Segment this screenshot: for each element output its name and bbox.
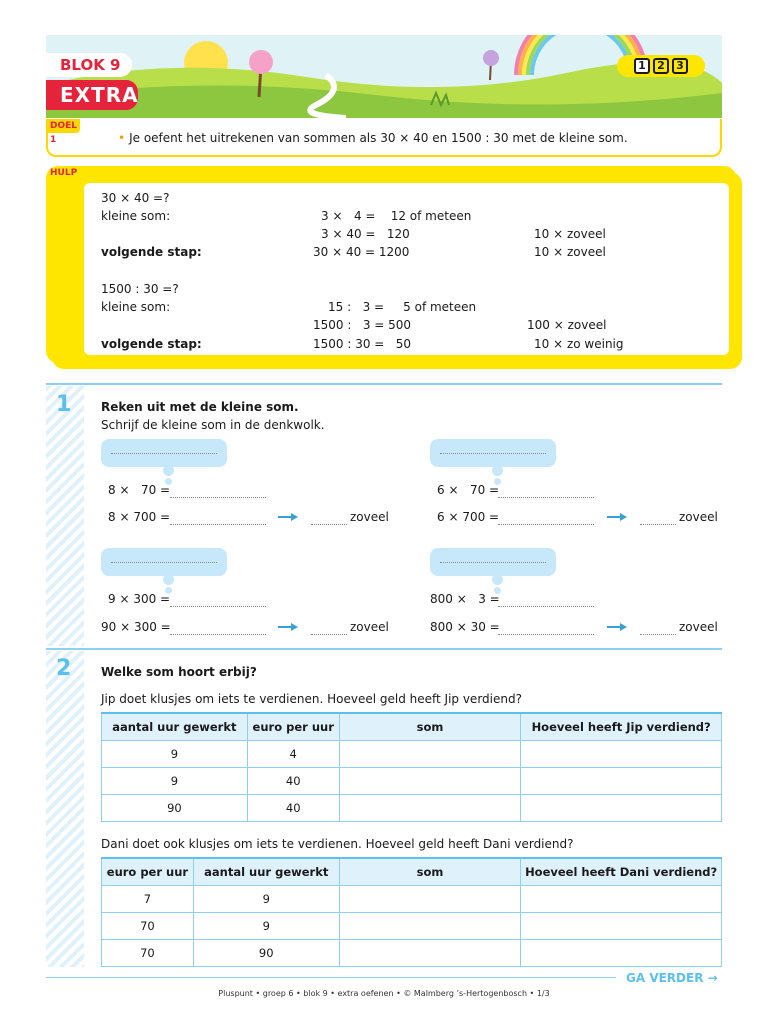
zoveel-label: zoveel bbox=[350, 510, 389, 524]
stripe-2 bbox=[46, 651, 84, 967]
thought-cloud[interactable] bbox=[101, 548, 227, 576]
blok-label: BLOK 9 bbox=[46, 53, 132, 77]
doel-text bbox=[118, 131, 628, 145]
table-row bbox=[102, 794, 722, 821]
som-input[interactable] bbox=[339, 885, 521, 912]
thought-cloud[interactable] bbox=[101, 439, 227, 467]
answer-input[interactable] bbox=[521, 939, 722, 966]
stripe-1 bbox=[46, 386, 84, 646]
col-header: aantal uur gewerkt bbox=[193, 858, 339, 885]
col-header: euro per uur bbox=[247, 713, 339, 740]
col-header: Hoeveel heeft Dani verdiend? bbox=[521, 858, 722, 885]
zoveel-label: zoveel bbox=[679, 510, 718, 524]
divider-2 bbox=[46, 648, 722, 650]
exercise-number-1: 1 bbox=[56, 392, 72, 417]
answer-field[interactable] bbox=[170, 597, 266, 607]
exercise-1-title: Reken uit met de kleine som. bbox=[101, 400, 299, 414]
hulp-a4-note: 10 × zoveel bbox=[534, 245, 606, 259]
hulp-a3-note: 10 × zoveel bbox=[534, 227, 606, 241]
col-header: Hoeveel heeft Jip verdiend? bbox=[521, 713, 722, 740]
factor-field[interactable] bbox=[311, 515, 347, 525]
cell: 90 bbox=[102, 794, 248, 821]
level-3: 3 bbox=[672, 58, 688, 74]
cloud-bubble bbox=[492, 574, 503, 585]
ga-verder-link[interactable] bbox=[626, 971, 718, 985]
dani-intro: Dani doet ook klusjes om iets te verdienen. Hoeveel geld heeft Dani verdiend? bbox=[101, 837, 574, 851]
big-sum: 800 × 30 = bbox=[430, 620, 500, 634]
big-sum: 8 × 700 = bbox=[108, 510, 171, 524]
answer-line bbox=[440, 562, 546, 563]
doel-text-content: Je oefent het uitrekenen van sommen als 30 × 40 en 1500 : 30 met de kleine som. bbox=[129, 131, 628, 145]
small-sum: 800 × 3 = bbox=[430, 592, 500, 606]
cell: 9 bbox=[102, 767, 248, 794]
exercise-number-2: 2 bbox=[56, 656, 72, 681]
answer-field[interactable] bbox=[170, 625, 266, 635]
thought-cloud[interactable] bbox=[430, 439, 556, 467]
table-row bbox=[102, 767, 722, 794]
answer-input[interactable] bbox=[521, 885, 722, 912]
answer-input[interactable] bbox=[521, 767, 722, 794]
arrow-right-icon bbox=[278, 512, 298, 522]
level-1: 1 bbox=[634, 58, 650, 74]
som-input[interactable] bbox=[339, 767, 521, 794]
answer-line bbox=[111, 453, 217, 454]
zoveel-label: zoveel bbox=[350, 620, 389, 634]
hulp-b1: 1500 : 30 =? bbox=[101, 282, 179, 296]
small-sum: 8 × 70 = bbox=[108, 483, 171, 497]
jip-table bbox=[101, 712, 722, 822]
thought-cloud[interactable] bbox=[430, 548, 556, 576]
hulp-b3-sum: 1500 : 3 = 500 bbox=[313, 318, 412, 332]
cloud-bubble bbox=[163, 574, 174, 585]
answer-line bbox=[440, 453, 546, 454]
hulp-label: HULP bbox=[50, 168, 78, 178]
arrow-right-icon bbox=[607, 622, 627, 632]
answer-field[interactable] bbox=[170, 488, 266, 498]
exercise-2-title: Welke som hoort erbij? bbox=[101, 665, 257, 679]
answer-input[interactable] bbox=[521, 740, 722, 767]
som-input[interactable] bbox=[339, 740, 521, 767]
doel-label: DOEL 1 bbox=[46, 119, 80, 133]
cell: 70 bbox=[102, 912, 194, 939]
col-header: som bbox=[339, 713, 521, 740]
col-header: som bbox=[339, 858, 521, 885]
zoveel-label: zoveel bbox=[679, 620, 718, 634]
table-row bbox=[102, 912, 722, 939]
hulp-b3-note: 100 × zoveel bbox=[527, 318, 607, 332]
som-input[interactable] bbox=[339, 794, 521, 821]
hulp-b4-sum: 1500 : 30 = 50 bbox=[313, 337, 412, 351]
level-2: 2 bbox=[653, 58, 669, 74]
hulp-a1: 30 × 40 =? bbox=[101, 191, 170, 205]
arrow-right-icon: → bbox=[707, 971, 718, 985]
page-footer: Pluspunt • groep 6 • blok 9 • extra oefenen • © Malmberg ’s-Hertogenbosch • 1/3 bbox=[218, 989, 550, 998]
factor-field[interactable] bbox=[640, 515, 676, 525]
small-sum: 6 × 70 = bbox=[437, 483, 500, 497]
big-sum: 90 × 300 = bbox=[101, 620, 171, 634]
dani-table bbox=[101, 857, 722, 967]
answer-input[interactable] bbox=[521, 912, 722, 939]
col-header: euro per uur bbox=[102, 858, 194, 885]
cell: 40 bbox=[247, 767, 339, 794]
hulp-a2-sum: 3 × 4 = 12 of meteen bbox=[321, 209, 472, 223]
arrow-right-icon bbox=[278, 622, 298, 632]
hulp-a2-label: kleine som: bbox=[101, 209, 171, 223]
hulp-b4-label: volgende stap: bbox=[101, 337, 202, 351]
table-row bbox=[102, 939, 722, 966]
extra-label: EXTRA bbox=[46, 80, 138, 110]
exercise-1-subtitle: Schrijf de kleine som in de denkwolk. bbox=[101, 418, 325, 432]
cell: 70 bbox=[102, 939, 194, 966]
answer-field[interactable] bbox=[498, 625, 594, 635]
hulp-a4-sum: 30 × 40 = 1200 bbox=[313, 245, 410, 259]
som-input[interactable] bbox=[339, 912, 521, 939]
hulp-a3-sum: 3 × 40 = 120 bbox=[321, 227, 410, 241]
hulp-a4-label: volgende stap: bbox=[101, 245, 202, 259]
col-header: aantal uur gewerkt bbox=[102, 713, 248, 740]
cell: 7 bbox=[102, 885, 194, 912]
cell: 9 bbox=[102, 740, 248, 767]
header-illustration bbox=[46, 35, 722, 118]
arrow-right-icon bbox=[607, 512, 627, 522]
answer-field[interactable] bbox=[498, 515, 594, 525]
ga-verder-label: GA VERDER bbox=[626, 971, 704, 985]
divider-1 bbox=[46, 383, 722, 385]
small-sum: 9 × 300 = bbox=[108, 592, 171, 606]
bullet-icon: • bbox=[118, 131, 126, 145]
som-input[interactable] bbox=[339, 939, 521, 966]
cell: 9 bbox=[193, 885, 339, 912]
footer-divider bbox=[46, 977, 616, 978]
cloud-bubble bbox=[163, 465, 174, 476]
factor-field[interactable] bbox=[640, 625, 676, 635]
factor-field[interactable] bbox=[311, 625, 347, 635]
cell: 40 bbox=[247, 794, 339, 821]
cell: 4 bbox=[247, 740, 339, 767]
answer-input[interactable] bbox=[521, 794, 722, 821]
answer-field[interactable] bbox=[498, 597, 594, 607]
level-indicator bbox=[617, 55, 705, 77]
answer-field[interactable] bbox=[498, 488, 594, 498]
cell: 90 bbox=[193, 939, 339, 966]
jip-intro: Jip doet klusjes om iets te verdienen. Hoeveel geld heeft Jip verdiend? bbox=[101, 692, 522, 706]
cell: 9 bbox=[193, 912, 339, 939]
hulp-b2-sum: 15 : 3 = 5 of meteen bbox=[328, 300, 477, 314]
table-row bbox=[102, 740, 722, 767]
hulp-b4-note: 10 × zo weinig bbox=[534, 337, 624, 351]
answer-field[interactable] bbox=[170, 515, 266, 525]
table-row bbox=[102, 885, 722, 912]
big-sum: 6 × 700 = bbox=[437, 510, 500, 524]
answer-line bbox=[111, 562, 217, 563]
hulp-b2-label: kleine som: bbox=[101, 300, 171, 314]
cloud-bubble bbox=[492, 465, 503, 476]
